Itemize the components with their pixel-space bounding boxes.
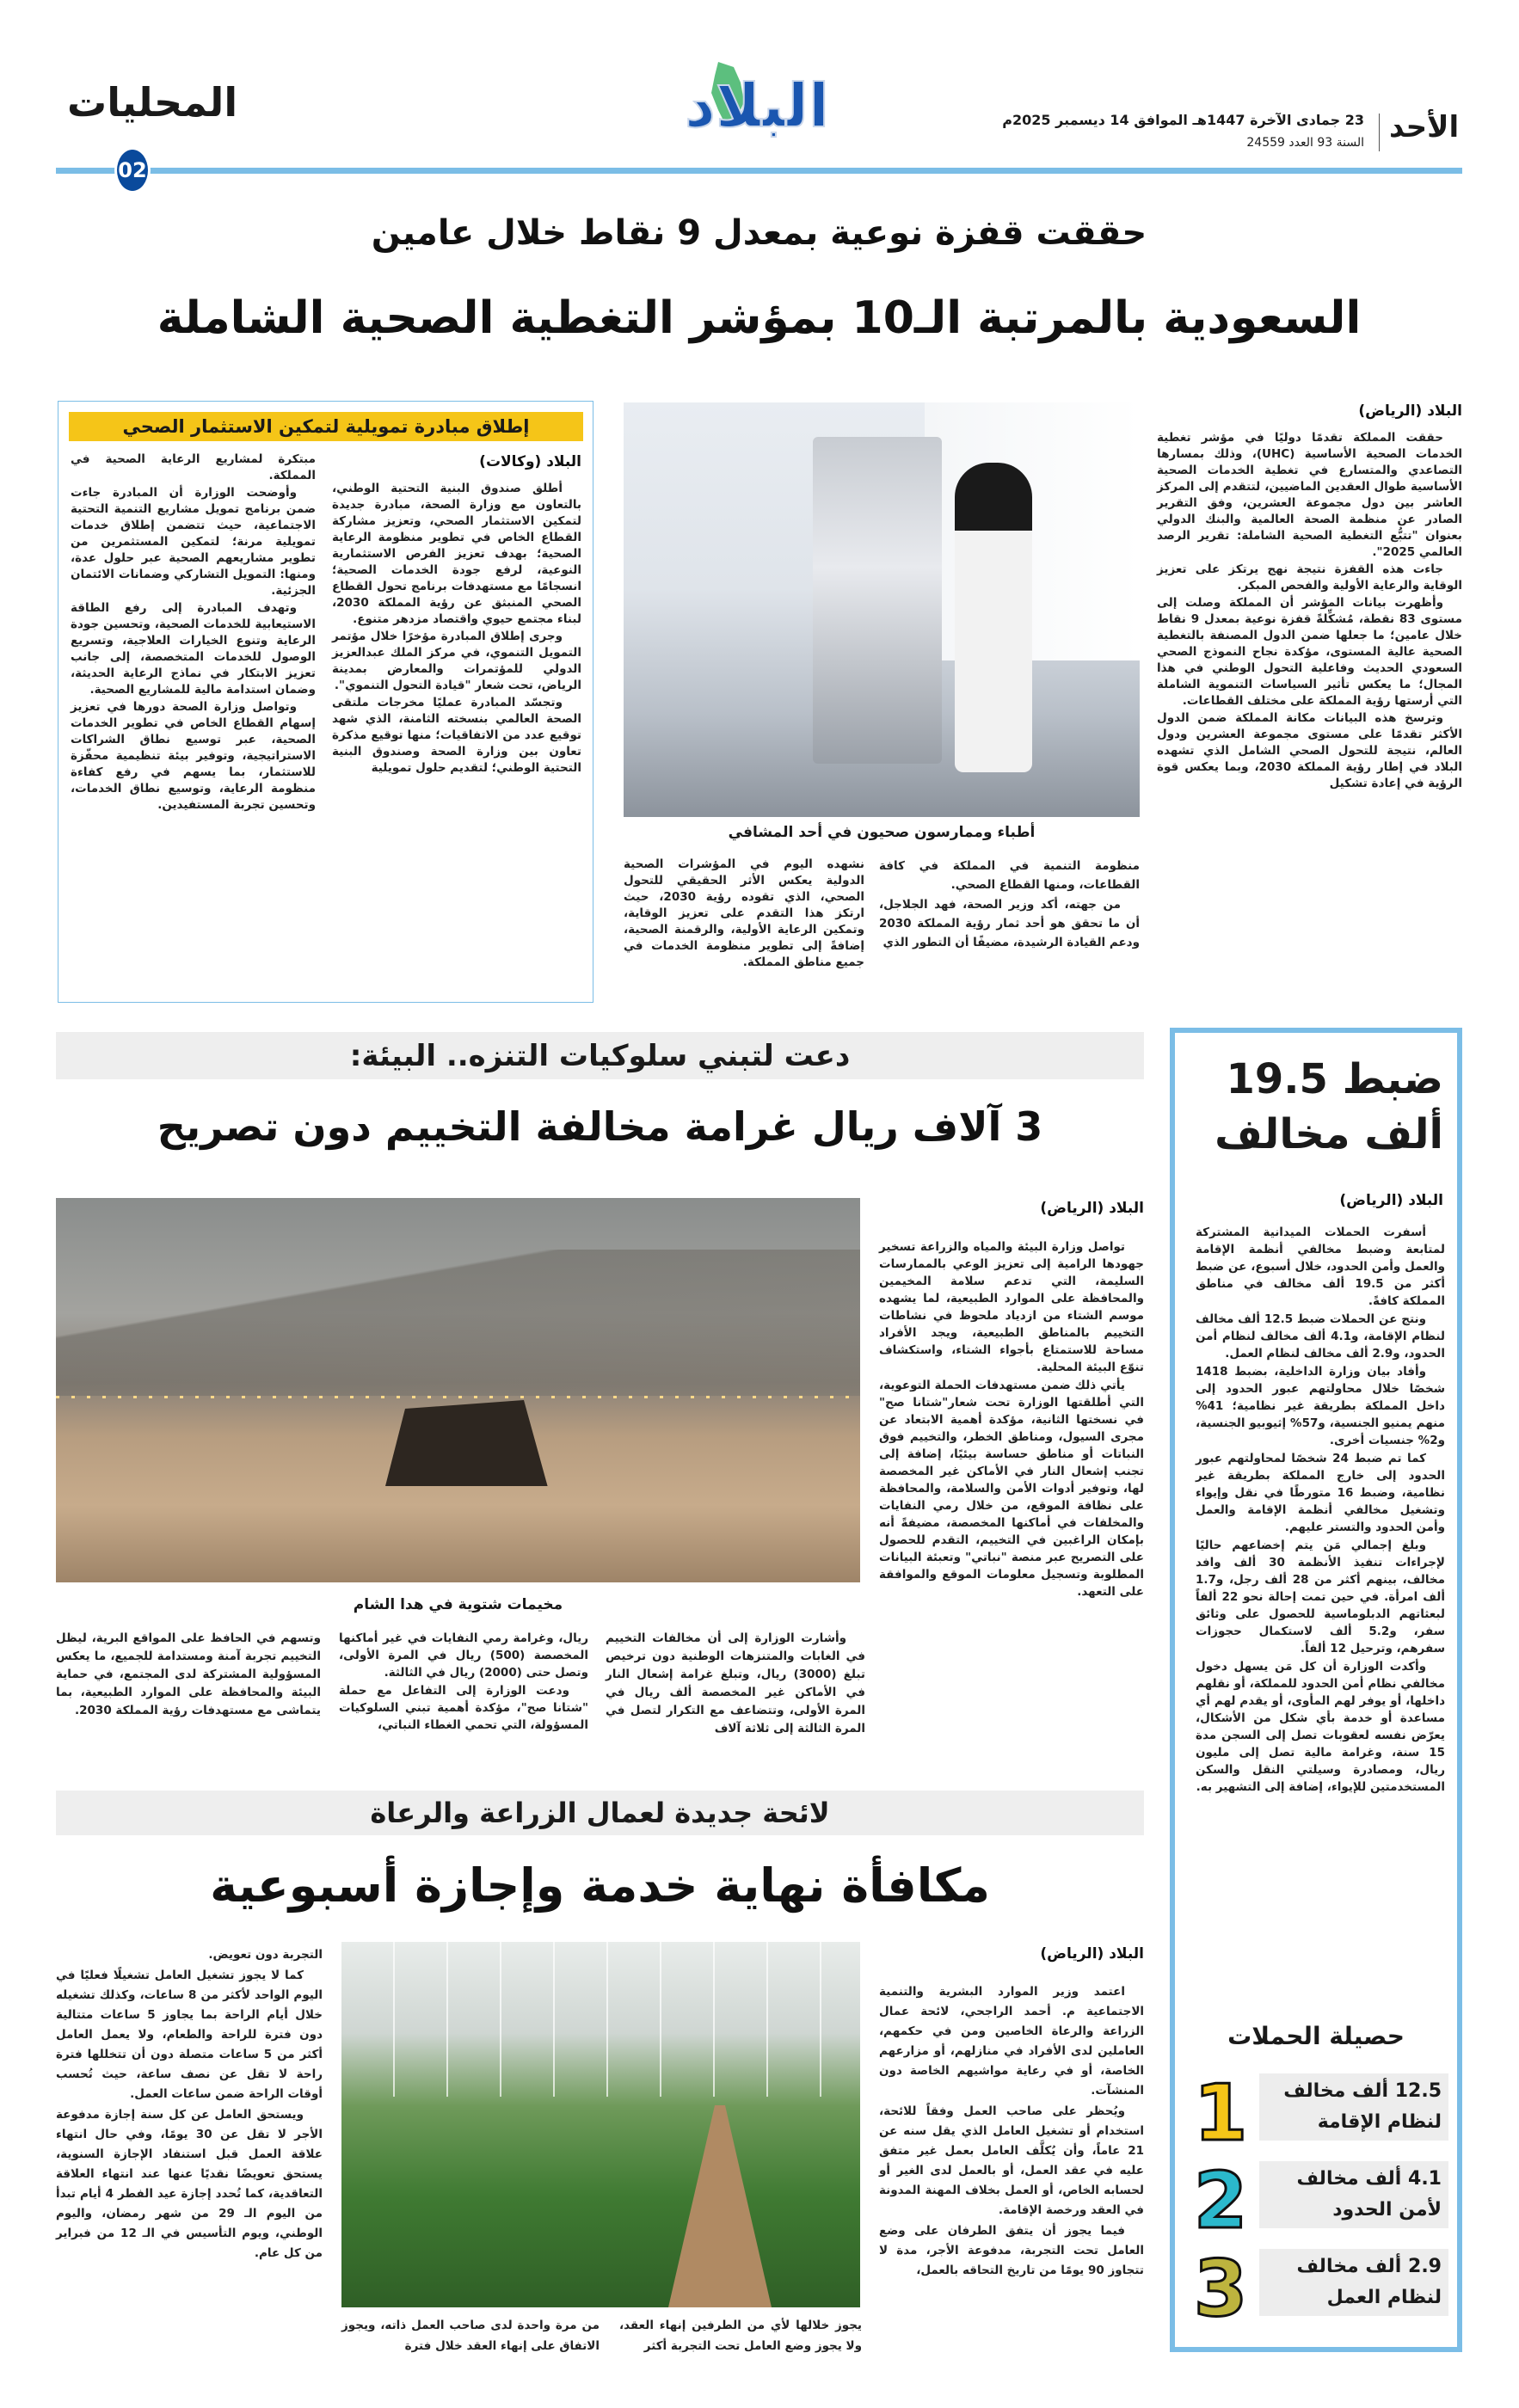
- summary-stat-value: 12.5 ألف مخالف: [1283, 2080, 1442, 2102]
- paragraph: من مرة واحدة لدى صاحب العمل ذاته، ويجوز الاتفاق على إنهاء العقد خلال فترة: [341, 2319, 600, 2353]
- paragraph: وأكدت الوزارة أن كل مَن يسهل دخول مخالفي نظام أمن الحدود للمملكة، أو نقلهم داخلها، أو يوفر لهم المأوى، أو يقدم لهم أي مساعدة أو خدمة بأي شكل من الأشكال، يعرّض نفسه لعقوبات تصل إلى السجن مدة 15 سنة، وغرامة مالية تصل إلى مليون ريال، ومصادرة وسيلتي النقل والسكن المستخدمتين للإيواء، إضافة إلى التشهير به.: [1196, 1660, 1445, 1794]
- paragraph: وجرى إطلاق المبادرة مؤخرًا خلال مؤتمر التمويل التنموي، في مركز الملك عبدالعزيز الدولي للمؤتمرات والمعارض بمدينة الرياض، تحت شعار "قيادة التحول التنموي".: [332, 630, 581, 692]
- page-number: 02: [118, 158, 147, 182]
- paragraph: ويستحق العامل عن كل سنة إجازة مدفوعة الأجر لا تقل عن 30 يومًا، وفي حال انتهاء علاقة العمل قبل استنفاد الإجازة السنوية، يستحق تعويضًا نقديًا عنها عند انتهاء العلاقة التعاقدية، كما تُحدد إجازة عيد الفطر 4 أيام تبدأ من اليوم الـ 29 من شهر رمضان، واليوم الوطني، ويوم التأسيس في الـ 12 من فبراير من كل عام.: [56, 2108, 323, 2260]
- issue-line: السنة 93 العدد 24559: [1246, 136, 1364, 150]
- paragraph: يجوز خلالها لأي من الطرفين إنهاء العقد، ولا يجوز وضع العامل تحت التجربة أكثر: [619, 2319, 862, 2353]
- lead-column-3: [624, 857, 864, 972]
- labor-column-2: [619, 2315, 862, 2357]
- photo-tent-lights: [56, 1396, 860, 1398]
- investment-column-2: [71, 452, 316, 814]
- photo-person: [955, 463, 1032, 772]
- lead-photo-caption: أطباء وممارسون صحيون في أحد المشافي: [728, 824, 1036, 841]
- lead-kicker: حققت قفزة نوعية بمعدل 9 نقاط خلال عامين: [371, 213, 1147, 253]
- paragraph: وتهدف المبادرة إلى رفع الطاقة الاستيعابية للخدمات الصحية، وتحسين جودة الرعاية وتنوع الخيارات العلاجية، وتسريع الوصول للخدمات المتخصصة، إلى جانب تعزيز الابتكار في نماذج الرعاية الحديثة، وضمان استدامة مالية للمشاريع الصحية.: [71, 601, 316, 697]
- camping-column-3: [339, 1630, 588, 1735]
- summary-stat: [1259, 2073, 1448, 2141]
- paragraph: مبتكرة لمشاريع الرعاية الصحية في المملكة.: [71, 452, 316, 482]
- labor-headline: مكافأة نهاية خدمة وإجازة أسبوعية: [210, 1858, 990, 1913]
- paragraph: كما لا يجوز تشغيل العامل تشغيلًا فعليًا في اليوم الواحد لأكثر من 8 ساعات، وكذلك تشغيله خلال أيام الراحة بما يجاوز 5 ساعات متتالية دون فترة للراحة والطعام، ولا يعمل العامل أكثر من 5 ساعات متصلة دون أن تتخللها فترة راحة لا تقل عن نصف ساعة، حيث تُحسب أوقات الراحة ضمن ساعات العمل.: [56, 1969, 323, 2101]
- photo-tent: [366, 1400, 563, 1486]
- paragraph: وبلغ إجمالي مَن يتم إخضاعهم حاليًا لإجراءات تنفيذ الأنظمة 30 ألف وافد مخالف، بينهم أكثر من 28 ألف رجل، و1.7 ألف امرأة. في حين تمت إحالة نحو 22 ألفاً لبعثاتهم الدبلوماسية للحصول على وثائق سفر، و5.2 ألف لاستكمال حجوزات سفرهم، وترحيل 12 ألفاً.: [1196, 1539, 1445, 1656]
- violators-box: [1170, 1028, 1462, 2352]
- camping-column-2: [606, 1630, 865, 1739]
- violators-headline-1: ضبط 19.5: [1226, 1055, 1443, 1103]
- summary-stat-value: 4.1 ألف مخالف: [1296, 2168, 1442, 2190]
- camping-kicker: دعت لتبني سلوكيات التنزه.. البيئة:: [349, 1038, 851, 1073]
- labor-column-4: [56, 1945, 323, 2264]
- labor-byline: البلاد (الرياض): [1040, 1945, 1144, 1963]
- investment-headline: إطلاق مبادرة تمويلية لتمكين الاستثمار الصحي: [122, 416, 530, 437]
- summary-stat: [1259, 2249, 1448, 2316]
- investment-column-1: [332, 481, 581, 777]
- labor-column-1: [879, 1982, 1144, 2282]
- investment-initiative-box: [58, 401, 593, 1003]
- investment-byline: البلاد (وكالات): [479, 453, 581, 470]
- logo: [641, 58, 873, 162]
- day-label: الأحد: [1389, 110, 1460, 144]
- photo-xray-machine: [813, 437, 942, 764]
- section-title: المحليات: [67, 79, 238, 126]
- rank-1-numeral: 1: [1193, 2068, 1248, 2159]
- paragraph: كما تم ضبط 24 شخصًا لمحاولتهم عبور الحدود إلى خارج المملكة بطريقة غير نظامية، وضبط 16 متورطًا في نقل وإيواء وتشغيل مخالفي أنظمة الإقامة والعمل وأمن الحدود والتستر عليهم.: [1196, 1452, 1446, 1534]
- hospital-photo: [624, 402, 1140, 817]
- summary-stat-value: 2.9 ألف مخالف: [1296, 2256, 1442, 2277]
- paragraph: يأتي ذلك ضمن مستهدفات الحملة التوعوية، التي أطلقتها الوزارة تحت شعار"شتانا صح" في نسختها الثانية، مؤكدة أهمية الابتعاد عن مجرى السيول، ومناطق الخطر، والتخييم فوق النباتات أو مناطق حساسة بيئيًا، إضافة إلى تجنب إشعال النار في الأماكن غير المخصصة لها، وتوفير أدوات الأمن والسلامة، والمحافظة على نظافة الموقع، من خلال رمي النفايات والمخلفات في أماكنها المخصصة، مضيفةً أنه بإمكان الراغبين في التخييم، التقدم للحصول على التصريح عبر منصة "نباتي" وتعبئة البيانات المطلوبة وتسجيل معلومات الموقع والموافقة على التعهد.: [879, 1379, 1144, 1599]
- summary-title: حصيلة الحملات: [1227, 2022, 1405, 2050]
- lead-column-1: [1157, 430, 1462, 793]
- summary-stat-label: لنظام الإقامة: [1317, 2111, 1442, 2133]
- paragraph: ودعت الوزارة إلى التفاعل مع حملة "شتانا صح"، مؤكدة أهمية تبني السلوكيات المسؤولة، التي تحمي الغطاء النباتي،: [339, 1684, 588, 1732]
- violators-body: [1196, 1224, 1445, 1797]
- paragraph: أطلق صندوق البنية التحتية الوطني، بالتعاون مع وزارة الصحة، مبادرة جديدة لتمكين الاستثمار الصحي، وتعزيز مشاركة القطاع الخاص في تطوير منظومة الرعاية الصحية؛ بهدف تعزيز الفرص الاستثمارية النوعية، لرفع جودة الخدمات الصحية؛ انسجامًا مع مستهدفات برنامج تحول القطاع الصحي المنبثق عن رؤية المملكة 2030، لبناء مجتمع حيوي واقتصاد مزدهر متنوع.: [332, 482, 581, 626]
- camping-photo-caption: مخيمات شتوية في هدا الشام: [353, 1596, 563, 1613]
- camping-kicker-band: [56, 1032, 1144, 1079]
- paragraph: وأوضحت الوزارة أن المبادرة جاءت ضمن برنامج تمويل مشاريع التنمية التحتية الاجتماعية، حيث تتضمن إطلاق خدمات تمويلية مرنة؛ لتمكين المستثمرين من تطوير مشاريعهم الصحية عبر حلول عدة، ومنها: التمويل التشاركي وضمانات الائتمان الجزئية.: [71, 486, 316, 598]
- paragraph: اعتمد وزير الموارد البشرية والتنمية الاجتماعية م. أحمد الراجحي، لائحة عمال الزراعة والرعاة الخاصين ومن في حكمهم، العاملين لدى الأفراد في منازلهم، أو مزارعهم الخاصة، أو في رعاية مواشيهم الخاصة دون المنشآت.: [879, 1985, 1144, 2098]
- logo-text: البلاد: [685, 71, 829, 141]
- paragraph: حققت المملكة تقدمًا دوليًا في مؤشر تغطية الخدمات الصحية الأساسية (UHC)، وذلك بمسارها التصاعدي والمتسارع في تغطية الخدمات الصحية الأساسية طوال العقدين الماضيين، لتتقدم إلى المركز العاشر بين دول مجموعة العشرين، وفق التقرير الصادر عن منظمة الصحة العالمية والبنك الدولي بعنوان "تتبُّع التغطية الصحية الشاملة: تقرير الرصد العالمي 2025".: [1157, 431, 1462, 559]
- lead-headline: السعودية بالمرتبة الـ10 بمؤشر التغطية الصحية الشاملة: [157, 292, 1362, 344]
- paragraph: وتجسّد المبادرة عمليًا مخرجات ملتقى الصحة العالمي بنسخته الثامنة، الذي شهد توقيع عدد من الاتفاقيات؛ منها توقيع مذكرة تعاون بين وزارة الصحة وصندوق البنية التحتية الوطني؛ لتقديم حلول تمويلية: [332, 696, 581, 775]
- summary-stat: [1259, 2161, 1448, 2228]
- labor-kicker-band: [56, 1791, 1144, 1835]
- camping-byline: البلاد (الرياض): [1040, 1200, 1144, 1217]
- paragraph: وترسخ هذه البيانات مكانة المملكة ضمن الدول الأكثر تقدمًا على مستوى مجموعة العشرين ودول العالم، نتيجة للتحول الصحي الشامل الذي تشهده البلاد في إطار رؤية المملكة 2030، وبما يعكس قوة الرؤية في إعادة تشكيل: [1157, 711, 1462, 790]
- investment-headline-band: [69, 412, 583, 441]
- photo-greenhouse-frame: [341, 1942, 860, 2097]
- violators-byline: البلاد (الرياض): [1339, 1192, 1443, 1209]
- paragraph: وأظهرت بيانات المؤشر أن المملكة وصلت إلى مستوى 83 نقطة، مُشكِّلةً قفزة نوعية بمعدل 9 نقاط خلال عامين؛ ما جعلها ضمن الدول المصنفة بالتغطية الصحية عالية المستوى، مؤكدة نجاح النموذج الصحي السعودي الحديث وفاعلية التحول الوطني في هذا المجال؛ ما يعكس تأثير السياسات التنموية الشاملة التي أرستها رؤية المملكة على مختلف القطاعات.: [1157, 596, 1462, 708]
- desert-camp-photo: [56, 1198, 860, 1582]
- paragraph: وتسهم في الحافظ على المواقع البرية، ليظل التخييم تجربة آمنة ومستدامة للجميع، ما يعكس المسؤولية المشتركة لدى المجتمع، في حماية البيئة والمحافظة على الموارد الطبيعية، بما يتماشى مع مستهدفات رؤية المملكة 2030.: [56, 1631, 321, 1717]
- summary-stat-label: لأمن الحدود: [1332, 2199, 1442, 2221]
- greenhouse-photo: [341, 1942, 860, 2307]
- paragraph: وأشارت الوزارة إلى أن مخالفات التخييم في الغابات والمتنزهات الوطنية دون ترخيص تبلغ (3000) ريال، وتبلغ غرامة إشعال النار في الأماكن غير المخصصة ألف ريال في المرة الأولى، وتتضاعف مع التكرار لتصل في المرة الثالثة إلى ثلاثة آلاف: [606, 1631, 865, 1735]
- paragraph: تواصل وزارة البيئة والمياه والزراعة تسخير جهودها الرامية إلى تعزيز الوعي بالممارسات السليمة، التي تدعم سلامة المخيمين والمحافظة على الموارد الطبيعية، لما يشهده موسم الشتاء من ازدياد ملحوظ في نشاطات التخييم بالمناطق الطبيعية، ويجد الأفراد مساحة للاستمتاع بأجواء الشتاء، واستكشاف تنوّع البيئة المحلية.: [879, 1240, 1144, 1374]
- photo-path: [668, 2105, 772, 2307]
- date-line: 23 جمادى الآخرة 1447هـ الموافق 14 ديسمبر 2025م: [1002, 112, 1364, 128]
- page-number-badge: [114, 147, 151, 194]
- paragraph: ريال، وغرامة رمي النفايات في غير أماكنها المخصصة (500) ريال في المرة الأولى، وتصل حتى (2000) ريال في الثالثة.: [339, 1631, 589, 1680]
- paragraph: وتواصل وزارة الصحة دورها في تعزيز إسهام القطاع الخاص في تطوير الخدمات الصحية، عبر توسيع نطاق الشراكات الاستراتيجية، وتوفير بيئة تنظيمية محفّزة للاستثمار، بما يسهم في رفع كفاءة منظومة الرعاية، وتوسيع نطاق الخدمات، وتحسين تجربة المستفيدين.: [71, 700, 316, 812]
- camping-headline: 3 آلاف ريال غرامة مخالفة التخييم دون تصريح: [157, 1103, 1043, 1150]
- paragraph: وأفاد بيان وزارة الداخلية، بضبط 1418 شخصًا خلال محاولتهم عبور الحدود إلى داخل المملكة بطريقة غير نظامية؛ 41% منهم يمنيو الجنسية، و57% إثيوبيو الجنسية، و2% جنسيات أخرى.: [1196, 1365, 1445, 1447]
- paragraph: أسفرت الحملات الميدانية المشتركة لمتابعة وضبط مخالفي أنظمة الإقامة والعمل وأمن الحدود، خلال أسبوع، عن ضبط أكثر من 19.5 ألف مخالف في مناطق المملكة كافةً.: [1196, 1226, 1445, 1308]
- header-rule: [56, 168, 1462, 174]
- paragraph: من جهته، أكد وزير الصحة، فهد الجلاجل، أن ما تحقق هو أحد ثمار رؤية المملكة 2030 ودعم القيادة الرشيدة، مضيفًا أن التطور الذي: [879, 898, 1140, 949]
- photo-mountain: [56, 1250, 860, 1396]
- camping-column-1: [879, 1238, 1144, 1601]
- paragraph: ونتج عن الحملات ضبط 12.5 ألف مخالف لنظام الإقامة، و4.1 ألف مخالف لنظام أمن الحدود، و2.9 ألف مخالف لنظام العمل.: [1196, 1312, 1445, 1361]
- paragraph: منظومة التنمية في المملكة في كافة القطاعات، ومنها القطاع الصحي.: [879, 859, 1140, 892]
- paragraph: فيما يجوز أن يتفق الطرفان على وضع العامل تحت التجربة، مدفوعة الأجر، مدة لا تتجاوز 90 يومًا من تاريخ التحاقه بالعمل،: [879, 2224, 1144, 2277]
- masthead-divider: [1379, 114, 1380, 151]
- labor-kicker: لائحة جديدة لعمال الزراعة والرعاة: [370, 1797, 830, 1829]
- paragraph: جاءت هذه القفزة نتيجة نهج يرتكز على تعزيز الوقاية والرعاية الأولية والفحص المبكر.: [1157, 562, 1462, 593]
- lead-byline: البلاد (الرياض): [1358, 402, 1462, 420]
- paragraph: التجربة دون تعويض.: [208, 1948, 323, 1962]
- violators-headline-2: ألف مخالف: [1215, 1110, 1443, 1158]
- paragraph: نشهده اليوم في المؤشرات الصحية الدولية يعكس الأثر الحقيقي للتحول الصحي، الذي تقوده رؤية 2030، حيث ارتكز هذا التقدم على تعزيز الوقاية، وتمكين الرعاية الأولية، والرقمنة الصحية، إضافةً إلى تطوير منظومة الخدمات في جميع مناطق المملكة.: [624, 857, 864, 969]
- lead-column-2: [879, 857, 1140, 953]
- rank-2-numeral: 2: [1193, 2156, 1248, 2246]
- summary-stat-label: لنظام العمل: [1326, 2287, 1442, 2308]
- rank-3-numeral: 3: [1193, 2244, 1248, 2334]
- labor-column-3: [341, 2315, 600, 2357]
- paragraph: ويُحظر على صاحب العمل وفقاً للائحة، استخدام أو تشغيل العامل الذي يقل سنه عن 21 عاماً، وأن يُكلَّف العامل بعمل غير متفق عليه في عقد العمل، أو بالعمل لدى الغير أو لحسابه الخاص، أو العمل بخلاف المهنة المدونة في العقد ورخصة الإقامة.: [879, 2104, 1144, 2217]
- camping-column-4: [56, 1630, 321, 1721]
